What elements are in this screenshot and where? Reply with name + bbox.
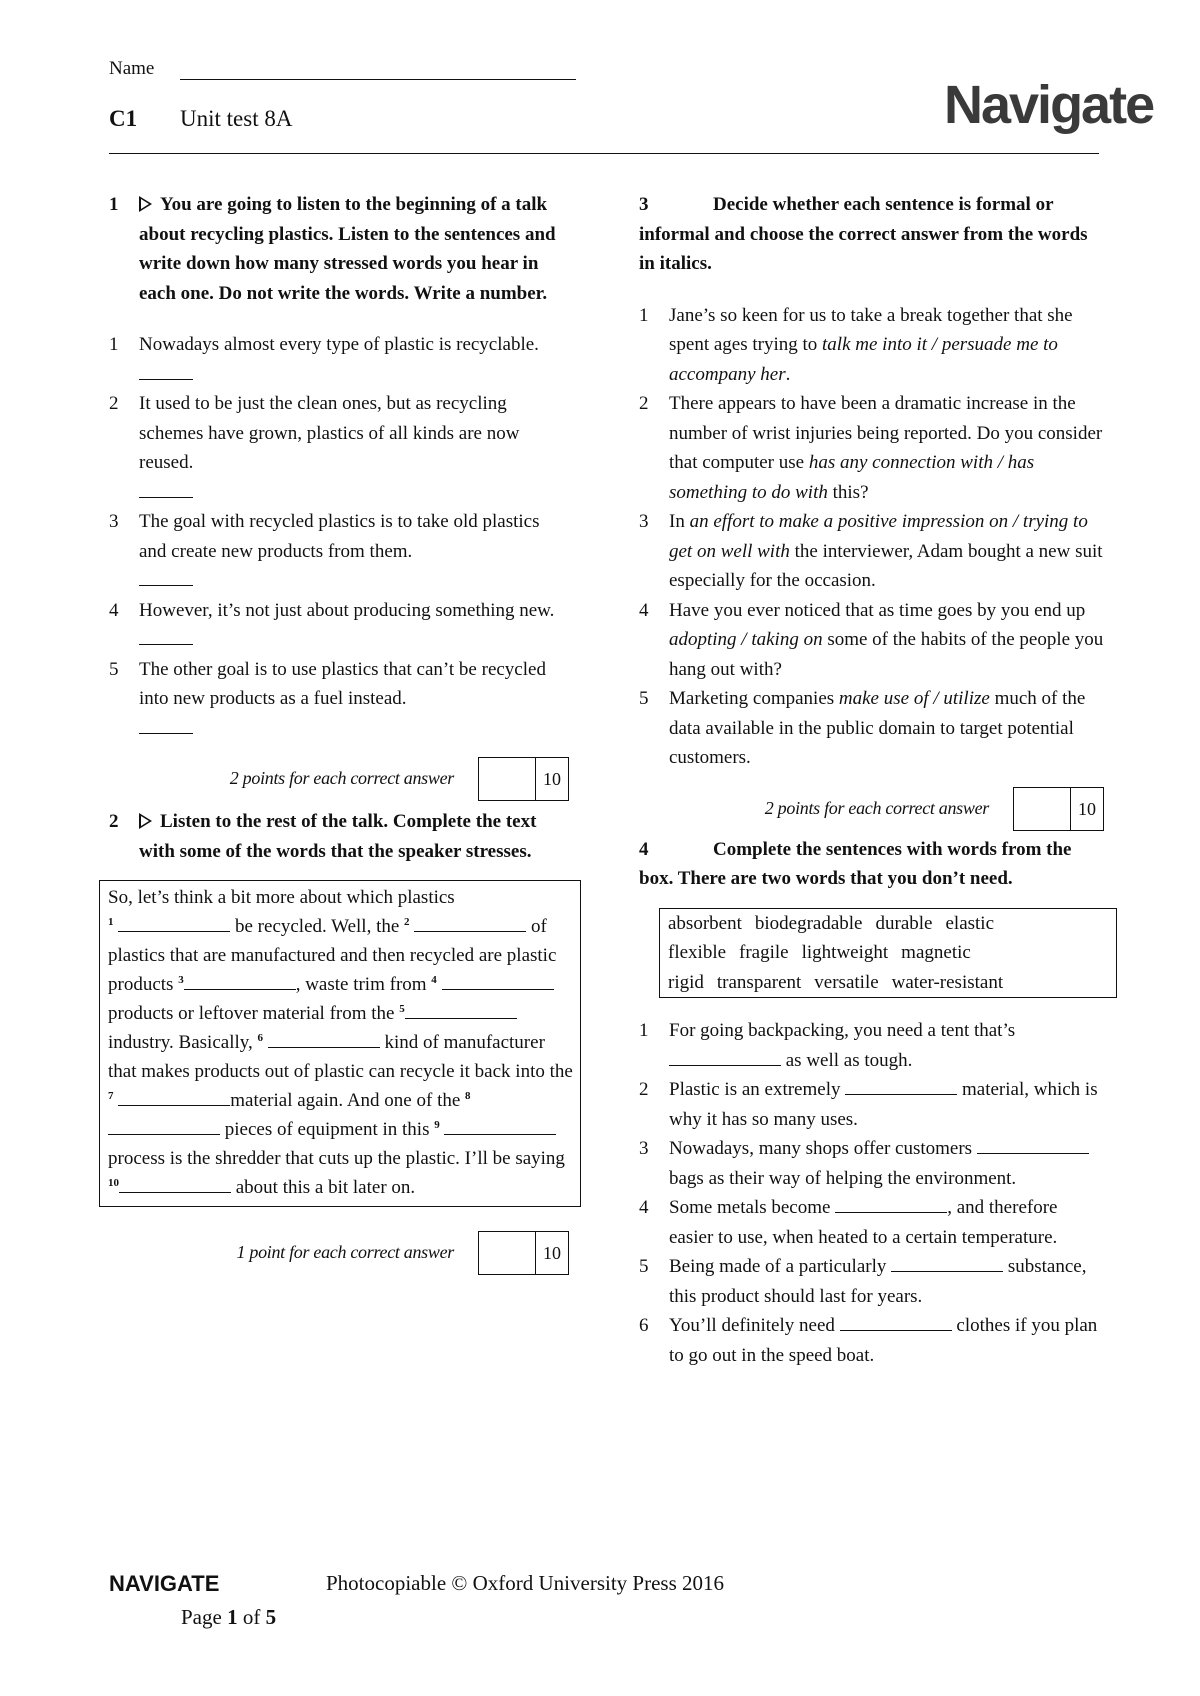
item-text: Nowadays, many shops offer customers bbox=[669, 1138, 977, 1159]
word-option: transparent bbox=[716, 971, 802, 993]
item-number: 3 bbox=[639, 511, 649, 532]
footer-copyright: Photocopiable © Oxford University Press 2016 bbox=[326, 1571, 724, 1595]
item-number: 5 bbox=[109, 658, 119, 680]
italic-options[interactable]: make use of / utilize bbox=[838, 688, 990, 709]
item-text: substance, this product should last for years. bbox=[669, 1256, 1087, 1307]
item-text: The goal with recycled plastics is to take old plastics and create new products from them. bbox=[139, 511, 540, 562]
page-number bbox=[181, 1605, 276, 1630]
q3-item bbox=[639, 507, 1104, 596]
gap-text: of plastics that are manufactured and then recycled are plastic products bbox=[108, 916, 557, 995]
q4-item bbox=[639, 1016, 1104, 1075]
item-number: 1 bbox=[639, 1020, 649, 1041]
item-text: . bbox=[785, 363, 791, 385]
item-text: some of the habits of the people you hang out with? bbox=[669, 629, 1104, 680]
item-text: Some metals become bbox=[669, 1197, 836, 1218]
q2-gap-text-box bbox=[99, 880, 581, 1207]
gap-text: industry. Basically, bbox=[108, 1032, 253, 1053]
q3-item bbox=[639, 389, 1104, 507]
word-option: biodegradable bbox=[754, 912, 863, 934]
gap-text: process is the shredder that cuts up the plastic. I’ll be saying bbox=[108, 1148, 565, 1169]
q1-item bbox=[109, 389, 569, 507]
q3-instruction: Decide whether each sentence is formal or informal and choose the correct answer from the words in italics. bbox=[639, 194, 1088, 274]
item-number: 1 bbox=[109, 334, 119, 355]
gap-number: 1 bbox=[108, 916, 114, 928]
item-text: Plastic is an extremely bbox=[669, 1079, 846, 1100]
item-text: clothes if you plan to go out in the speed boat. bbox=[669, 1315, 1098, 1366]
item-number: 4 bbox=[109, 599, 119, 621]
item-number: 2 bbox=[109, 393, 119, 414]
italic-options[interactable]: an effort to make a positive impression on / trying to get on well with bbox=[669, 511, 1088, 562]
score-box bbox=[1013, 787, 1104, 831]
gap-blank[interactable] bbox=[444, 1116, 556, 1135]
answer-blank[interactable] bbox=[139, 361, 193, 380]
item-number: 1 bbox=[639, 304, 649, 326]
answer-blank[interactable] bbox=[139, 626, 193, 645]
answer-blank[interactable] bbox=[977, 1135, 1089, 1154]
gap-number: 10 bbox=[108, 1177, 119, 1189]
q1-item bbox=[109, 596, 569, 655]
q1-number: 1 bbox=[109, 194, 119, 215]
gap-number: 7 bbox=[108, 1090, 114, 1102]
score-total: 10 bbox=[1078, 798, 1096, 819]
q4-instruction: Complete the sentences with words from the box. There are two words that you don’t need. bbox=[639, 838, 1072, 889]
q1-item bbox=[109, 330, 569, 389]
score-input[interactable] bbox=[1014, 788, 1071, 830]
navigate-logo: Navigate bbox=[944, 75, 1154, 135]
word-option: flexible bbox=[668, 942, 727, 963]
q3-item bbox=[639, 596, 1104, 685]
gap-number: 5 bbox=[399, 1003, 405, 1015]
name-label: Name bbox=[109, 58, 155, 79]
audio-play-icon[interactable] bbox=[139, 813, 152, 829]
header-divider bbox=[109, 153, 1099, 154]
gap-blank[interactable] bbox=[414, 913, 526, 932]
answer-blank[interactable] bbox=[840, 1312, 952, 1331]
audio-play-icon[interactable] bbox=[139, 196, 152, 212]
q4-items bbox=[639, 1016, 1104, 1370]
item-number: 6 bbox=[639, 1315, 649, 1336]
item-number: 3 bbox=[109, 511, 119, 532]
score-label: 2 points for each correct answer bbox=[229, 768, 454, 789]
q3-number: 3 bbox=[639, 194, 649, 215]
q4-item bbox=[639, 1075, 1104, 1134]
gap-text: be recycled. Well, the bbox=[235, 916, 400, 937]
word-box bbox=[659, 908, 1117, 999]
page-sep: of bbox=[237, 1605, 266, 1629]
level-label: C1 bbox=[109, 106, 138, 131]
gap-number: 6 bbox=[257, 1032, 264, 1044]
item-text: Marketing companies bbox=[669, 688, 839, 709]
gap-text: pieces of equipment in this bbox=[224, 1119, 430, 1140]
q4-item bbox=[639, 1134, 1104, 1193]
q3-score bbox=[639, 787, 1104, 831]
item-number: 4 bbox=[639, 1197, 649, 1218]
word-option: rigid bbox=[668, 971, 704, 993]
answer-blank[interactable] bbox=[139, 479, 193, 498]
gap-number: 9 bbox=[434, 1119, 440, 1131]
score-label: 2 points for each correct answer bbox=[764, 797, 989, 818]
item-text: There appears to have been a dramatic increase in the number of wrist injuries being reported. Do you consider that computer use bbox=[669, 393, 1103, 473]
italic-options[interactable]: has any connection with / has something to do with bbox=[669, 452, 1035, 503]
gap-blank[interactable] bbox=[119, 1174, 231, 1193]
item-text: For going backpacking, you need a tent that’s bbox=[669, 1020, 1016, 1041]
item-text: the interviewer, Adam bought a new suit especially for the occasion. bbox=[669, 540, 1103, 591]
gap-number: 8 bbox=[465, 1090, 471, 1102]
q4-item bbox=[639, 1311, 1104, 1370]
q2-instruction: Listen to the rest of the talk. Complete the text with some of the words that the speaker stresses. bbox=[139, 811, 537, 862]
gap-text: kind of manufacturer that makes products out of plastic can recycle it back into the bbox=[108, 1032, 573, 1082]
gap-number: 3 bbox=[178, 974, 184, 986]
q1-score bbox=[109, 757, 569, 801]
gap-number: 2 bbox=[404, 916, 410, 928]
item-number: 4 bbox=[639, 599, 649, 621]
gap-text: , waste trim from bbox=[295, 974, 427, 995]
italic-options[interactable]: adopting / taking on bbox=[669, 629, 823, 650]
page-prefix: Page bbox=[181, 1605, 228, 1629]
item-text: Have you ever noticed that as time goes by you end up bbox=[669, 599, 1086, 621]
item-text: much of the data available in the public domain to target potential customers. bbox=[669, 688, 1086, 768]
q1-items bbox=[109, 330, 569, 743]
answer-blank[interactable] bbox=[835, 1194, 947, 1213]
word-option: lightweight bbox=[801, 942, 889, 963]
answer-blank[interactable] bbox=[139, 715, 193, 734]
score-input[interactable] bbox=[479, 1232, 536, 1274]
score-total: 10 bbox=[543, 769, 561, 789]
item-number: 5 bbox=[639, 1256, 649, 1277]
item-number: 5 bbox=[639, 688, 649, 709]
gap-blank[interactable] bbox=[442, 971, 554, 990]
score-input[interactable] bbox=[479, 758, 536, 800]
italic-options[interactable]: talk me into it / persuade me to accompany her bbox=[669, 334, 1058, 385]
answer-blank[interactable] bbox=[669, 1047, 781, 1066]
word-option: elastic bbox=[945, 912, 995, 934]
word-option: versatile bbox=[814, 971, 879, 993]
q2-score bbox=[109, 1231, 569, 1275]
q4-heading bbox=[639, 835, 1104, 894]
word-option: durable bbox=[875, 912, 933, 934]
item-text: However, it’s not just about producing something new. bbox=[139, 599, 555, 621]
item-text: Being made of a particularly bbox=[669, 1256, 892, 1277]
q1-item bbox=[109, 507, 569, 596]
name-input-line[interactable] bbox=[180, 79, 576, 80]
page-total: 5 bbox=[265, 1605, 277, 1629]
item-text: bags as their way of helping the environment. bbox=[669, 1167, 1017, 1189]
item-text: as well as tough. bbox=[781, 1049, 913, 1071]
gap-blank[interactable] bbox=[108, 1116, 220, 1135]
item-text: Jane’s so keen for us to take a break together that she spent ages trying to bbox=[669, 304, 1073, 355]
item-text: Nowadays almost every type of plastic is recyclable. bbox=[139, 334, 539, 355]
word-option: magnetic bbox=[901, 942, 971, 963]
gap-blank[interactable] bbox=[118, 1087, 230, 1106]
score-box bbox=[478, 1231, 569, 1275]
item-text: In bbox=[669, 511, 690, 532]
gap-text: products or leftover material from the bbox=[108, 1003, 395, 1024]
answer-blank[interactable] bbox=[139, 567, 193, 586]
q4-item bbox=[639, 1252, 1104, 1311]
item-number: 3 bbox=[639, 1138, 649, 1159]
item-text: material, which is why it has so many uses. bbox=[669, 1079, 1098, 1130]
q2-number: 2 bbox=[109, 811, 119, 832]
q3-items bbox=[639, 301, 1104, 773]
gap-blank[interactable] bbox=[184, 971, 296, 990]
footer-brand: NAVIGATE bbox=[109, 1571, 220, 1596]
answer-blank[interactable] bbox=[891, 1253, 1003, 1272]
item-text: , and therefore easier to use, when heated to a certain temperature. bbox=[669, 1197, 1058, 1248]
score-label: 1 point for each correct answer bbox=[236, 1242, 454, 1263]
page-title: Unit test 8A bbox=[180, 106, 293, 131]
word-option: absorbent bbox=[668, 912, 742, 934]
item-text: You’ll definitely need bbox=[669, 1315, 840, 1336]
gap-blank[interactable] bbox=[118, 913, 230, 932]
item-number: 2 bbox=[639, 1079, 649, 1100]
q3-item bbox=[639, 684, 1104, 773]
gap-number: 4 bbox=[431, 974, 437, 986]
item-text: It used to be just the clean ones, but as recycling schemes have grown, plastics of all kinds are now reused. bbox=[139, 393, 520, 473]
score-box bbox=[478, 757, 569, 801]
answer-blank[interactable] bbox=[845, 1076, 957, 1095]
page-current: 1 bbox=[227, 1605, 238, 1629]
gap-text: So, let’s think a bit more about which plastics bbox=[108, 887, 455, 908]
item-number: 2 bbox=[639, 393, 649, 414]
right-column bbox=[639, 190, 1104, 1370]
score-total: 10 bbox=[543, 1243, 561, 1263]
q3-item bbox=[639, 301, 1104, 390]
q1-instruction: You are going to listen to the beginning of a talk about recycling plastics. Listen to the sentences and write down how many stressed words you hear in each one. Do not write the words. Write a number. bbox=[139, 194, 556, 304]
gap-text: about this a bit later on. bbox=[235, 1177, 416, 1198]
q1-item bbox=[109, 655, 569, 744]
q2-heading bbox=[109, 807, 569, 866]
item-text: The other goal is to use plastics that can’t be recycled into new products as a fuel instead. bbox=[139, 658, 546, 709]
word-option: fragile bbox=[739, 942, 789, 963]
gap-text: material again. And one of the bbox=[230, 1090, 461, 1111]
q4-item bbox=[639, 1193, 1104, 1252]
q4-number: 4 bbox=[639, 838, 649, 860]
word-option: water-resistant bbox=[891, 971, 1004, 993]
item-text: this? bbox=[827, 481, 869, 503]
gap-blank[interactable] bbox=[405, 1000, 517, 1019]
gap-blank[interactable] bbox=[268, 1029, 380, 1048]
q3-heading bbox=[639, 190, 1104, 279]
left-column bbox=[108, 190, 573, 1275]
q1-heading bbox=[109, 190, 569, 308]
